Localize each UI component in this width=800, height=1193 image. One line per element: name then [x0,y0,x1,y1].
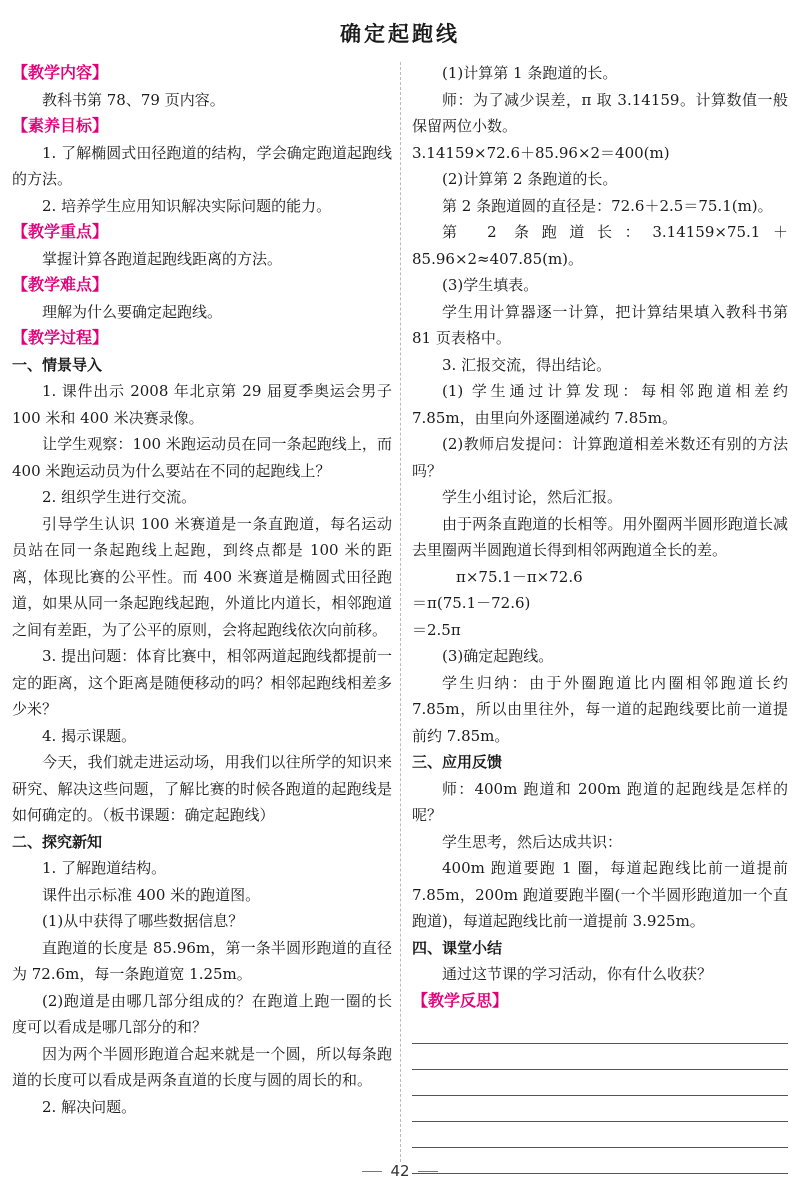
paragraph: 直跑道的长度是 85.96m，第一条半圆形跑道的直径为 72.6m，每一条跑道宽 1.25m。 [12,938,392,983]
page-title: 确定起跑线 [340,21,460,46]
paragraph: 由于两条直跑道的长相等。用外圈两半圆形跑道长减去里圈两半圆跑道长得到相邻两跑道全长的差。 [412,514,788,559]
heading-process: 【教学过程】 [12,328,109,347]
paragraph: 通过这节课的学习活动，你有什么收获？ [442,965,713,983]
paragraph: 2. 解决问题。 [42,1097,137,1116]
paragraph: 第 2 条跑道长：3.14159×75.1＋85.96×2≈407.85(m)。 [412,223,788,268]
section-title: 三、应用反馈 [412,753,503,771]
paragraph: (2)计算第 2 条跑道的长。 [442,170,618,188]
heading-difficulty: 【教学难点】 [12,275,109,294]
paragraph: 学生思考，然后达成共识： [442,832,623,851]
paragraph: (3)确定起跑线。 [442,647,554,665]
heading-reflection: 【教学反思】 [412,990,509,1010]
paragraph: 引导学生认识 100 米赛道是一条直跑道，每名运动员站在同一条起跑线上起跑，到终点都是 100 米的距离，体现比赛的公平性。而 400 米赛道是椭圆式田径跑道，如果从同一条起跑线起跑，外道比内道长，相邻跑道之间有差距，为了公平的原则，会将起跑线依次向前移。 [12,514,392,639]
equation: ＝2.5π [412,620,461,639]
paragraph: 学生归纳：由于外圈跑道比内圈相邻跑道长约 7.85m，所以由里往外，每一道的起跑线要比前一道提前约 7.85m。 [412,673,788,745]
footer-dash [362,1171,382,1172]
footer-dash [418,1171,438,1172]
paragraph: 第 2 条跑道圆的直径是：72.6＋2.5＝75.1(m)。 [442,196,773,215]
page-number: 42 [390,1162,410,1180]
paragraph: (2)跑道是由哪几部分组成的？在跑道上跑一圈的长度可以看成是哪几部分的和？ [12,991,392,1036]
paragraph: 理解为什么要确定起跑线。 [42,302,223,321]
paragraph: 3. 汇报交流，得出结论。 [442,355,612,374]
paragraph: 教科书第 78、79 页内容。 [42,90,225,109]
paragraph: 2. 培养学生应用知识解决实际问题的能力。 [42,196,332,215]
paragraph: 学生用计算器逐一计算，把计算结果填入教科书第 81 页表格中。 [412,302,788,347]
paragraph: 4. 揭示课题。 [42,726,137,745]
writing-line [412,1018,788,1044]
section-title: 二、探究新知 [12,832,103,851]
paragraph: 3. 提出问题：体育比赛中，相邻两道起跑线都提前一定的距离，这个距离是随便移动的吗？相邻起跑线相差多少米？ [12,647,392,718]
paragraph: (1)从中获得了哪些数据信息？ [42,912,244,930]
paragraph: 课件出示标准 400 米的跑道图。 [42,885,261,904]
heading-key-points: 【教学重点】 [12,222,109,241]
paragraph: (1) 学生通过计算发现：每相邻跑道相差约 7.85m，由里向外逐圈递减约 7.85m。 [412,382,788,427]
section-title: 四、课堂小结 [412,938,503,957]
equation: 3.14159×72.6＋85.96×2＝400(m) [412,143,670,162]
equation: ＝π(75.1－72.6) [412,594,531,612]
paragraph: (1)计算第 1 条跑道的长。 [442,64,618,82]
paragraph: 师：为了减少误差，π 取 3.14159。计算数值一般保留两位小数。 [412,90,788,135]
writing-line [412,1044,788,1070]
equation: π×75.1－π×72.6 [456,567,583,586]
paragraph: 2. 组织学生进行交流。 [42,488,197,506]
left-column [12,60,392,1120]
paragraph: 让学生观察：100 米跑运动员在同一条起跑线上，而 400 米跑运动员为什么要站在不同的起跑线上？ [12,435,392,480]
heading-teaching-content: 【教学内容】 [12,63,109,82]
paragraph: 学生小组讨论，然后汇报。 [442,488,623,506]
column-divider [400,62,401,1162]
page-footer [0,1162,800,1180]
heading-goals: 【素养目标】 [12,116,109,135]
right-column [412,60,788,1174]
paragraph: 1. 了解跑道结构。 [42,859,167,877]
paragraph: 1. 了解椭圆式田径跑道的结构，学会确定跑道起跑线的方法。 [12,143,392,188]
writing-line [412,1096,788,1122]
paragraph: 1. 课件出示 2008 年北京第 29 届夏季奥运会男子 100 米和 400 米决赛录像。 [12,382,392,427]
paragraph: (3)学生填表。 [442,276,539,294]
writing-line [412,1070,788,1096]
paragraph: (2)教师启发提问：计算跑道相差米数还有别的方法吗？ [412,435,788,480]
paragraph: 师：400m 跑道和 200m 跑道的起跑线是怎样的呢？ [412,779,788,824]
paragraph: 今天，我们就走进运动场，用我们以往所学的知识来研究、解决这些问题，了解比赛的时候各跑道的起跑线是如何确定的。（板书课题：确定起跑线） [12,753,392,824]
paragraph: 400m 跑道要跑 1 圈，每道起跑线比前一道提前 7.85m，200m 跑道要跑半圈(一个半圆形跑道加一个直跑道)，每道起跑线比前一道提前 3.925m。 [412,859,788,930]
paragraph: 因为两个半圆形跑道合起来就是一个圆，所以每条跑道的长度可以看成是两条直道的长度与圆的周长的和。 [12,1044,392,1089]
section-title: 一、情景导入 [12,355,103,374]
reflection-lines [412,1018,788,1174]
writing-line [412,1122,788,1148]
paragraph: 掌握计算各跑道起跑线距离的方法。 [42,249,283,268]
